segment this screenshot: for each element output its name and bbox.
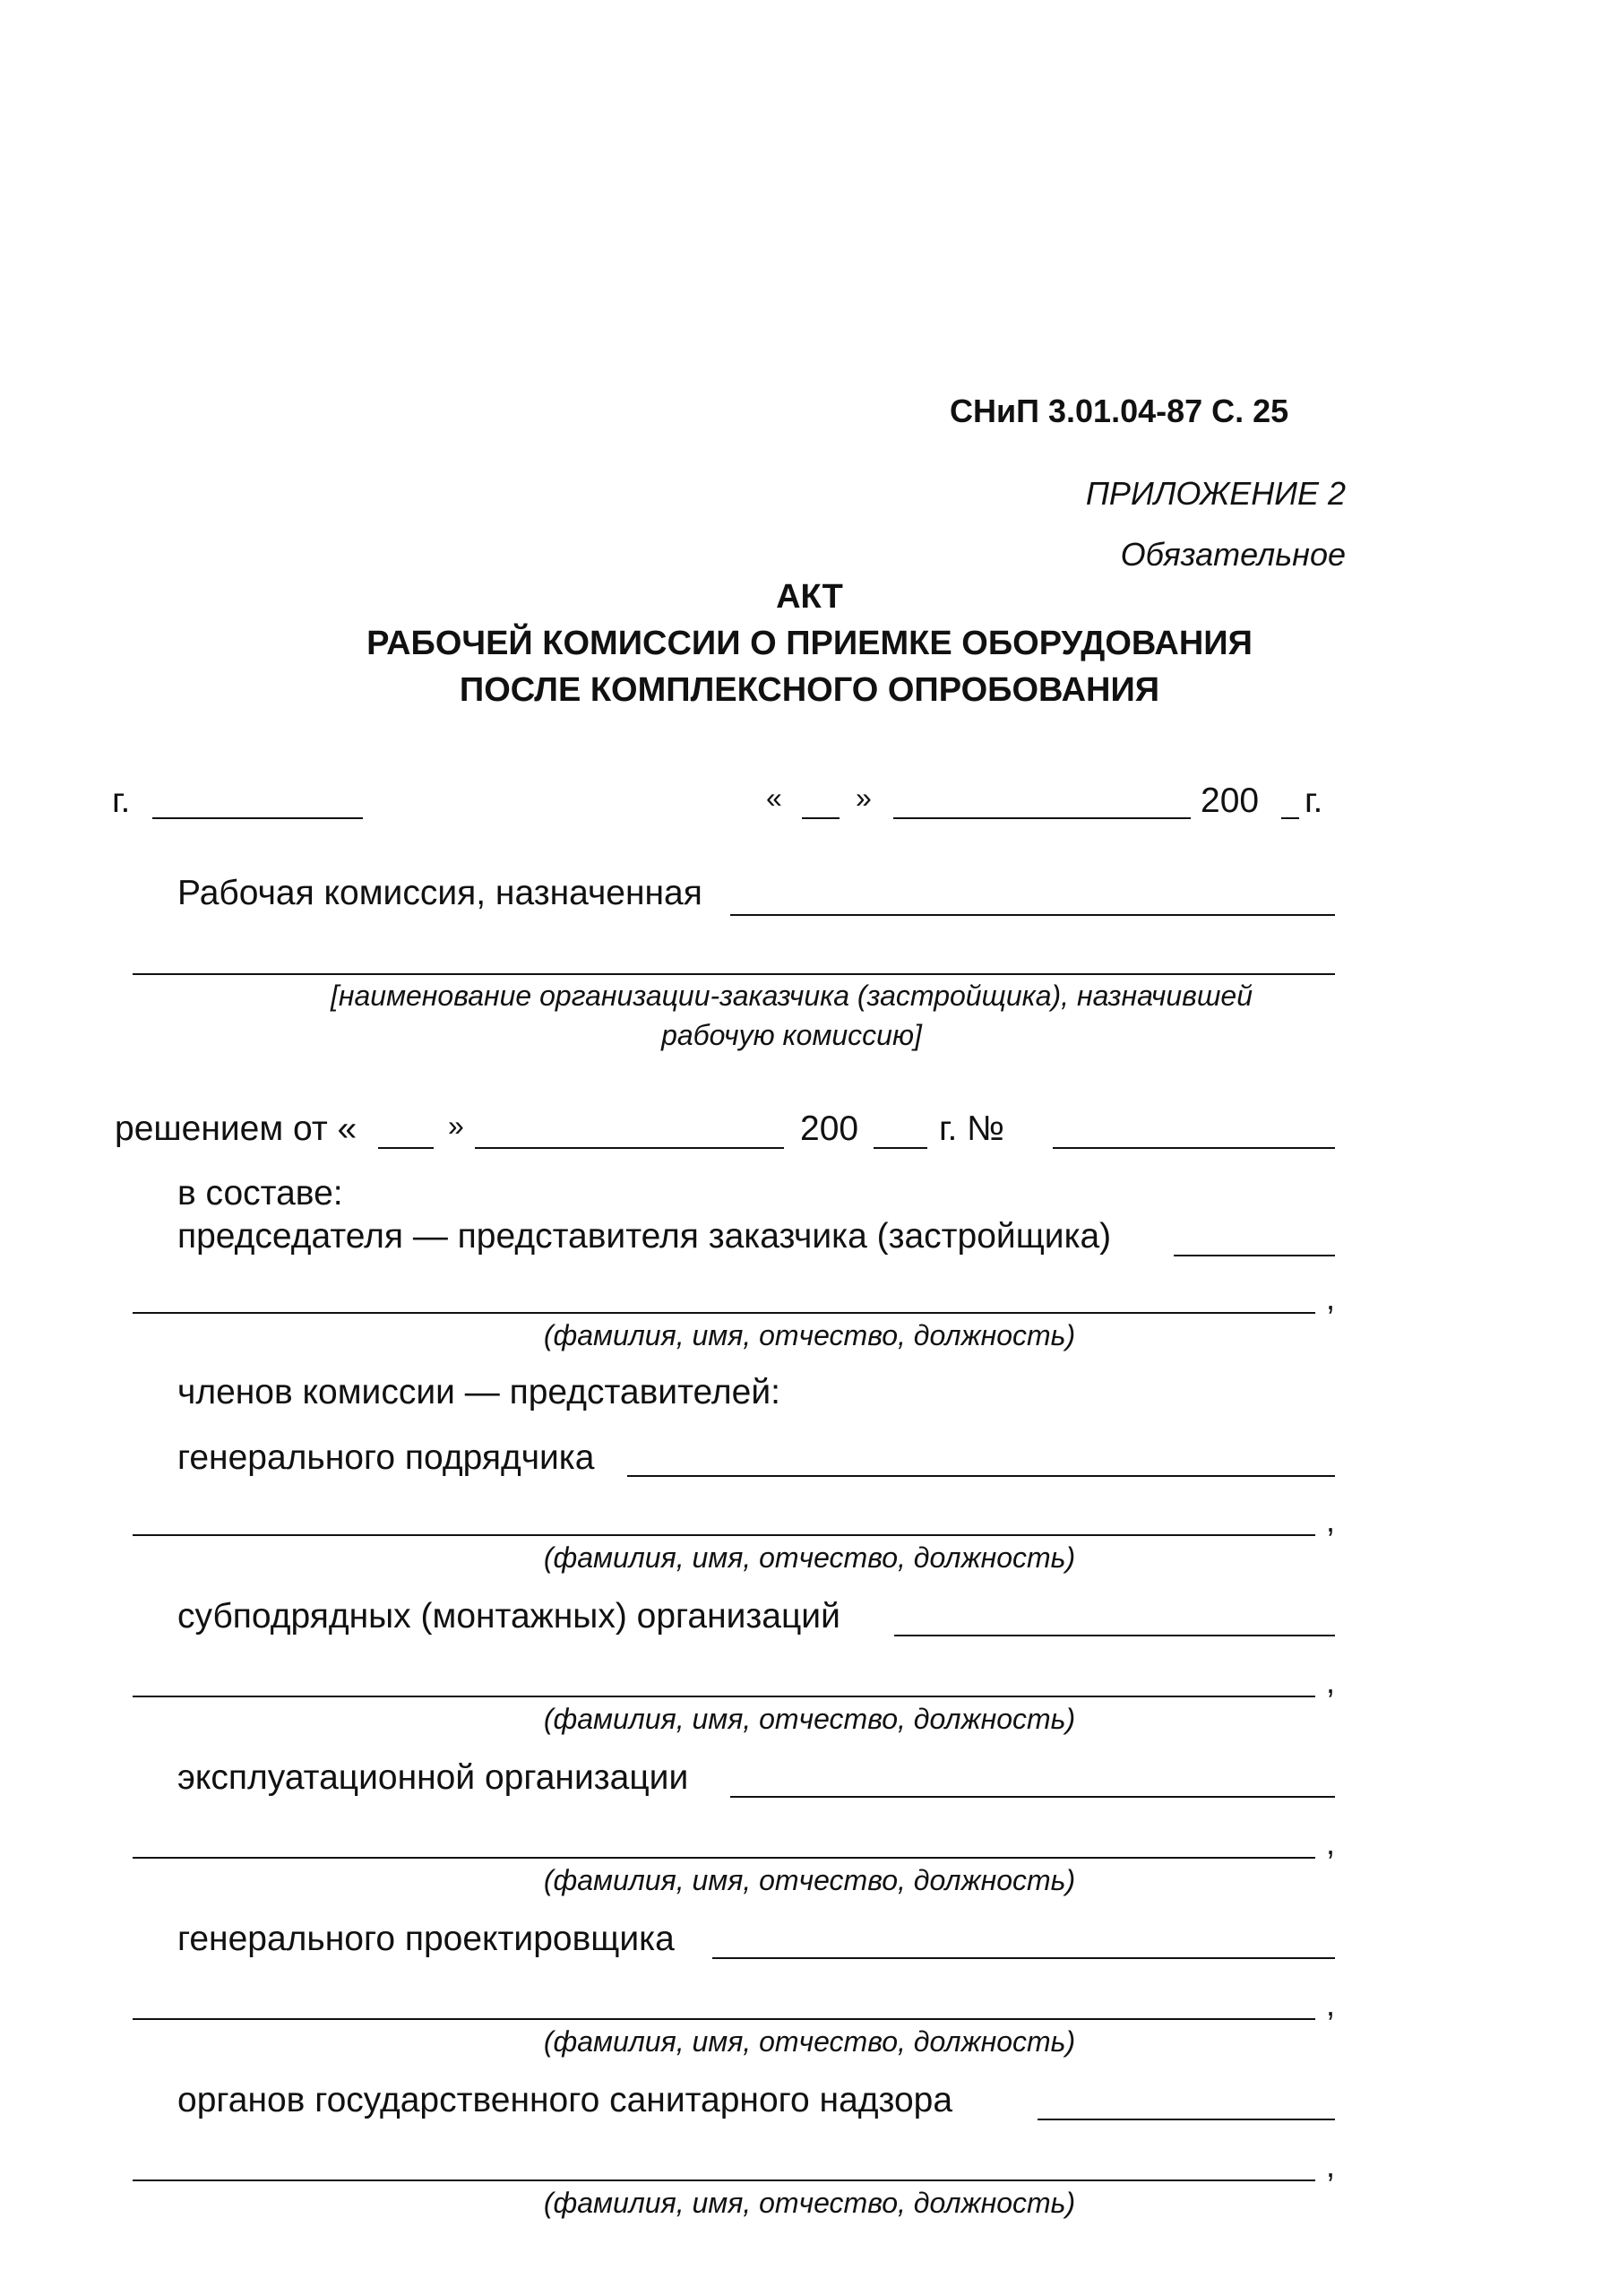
chairman-name-field[interactable] [133, 1312, 1315, 1314]
sanitary-supervision-field[interactable] [1038, 2119, 1335, 2120]
year-suffix: г. [1305, 781, 1323, 820]
appendix-status: Обязательное [1120, 536, 1346, 573]
title-line-1: АКТ [776, 578, 843, 616]
appointing-org-caption-1: [наименование организации-заказчика (застройщика), назначившей [330, 980, 1253, 1012]
sanitary-supervision-name-field[interactable] [133, 2179, 1315, 2181]
month-field[interactable] [893, 817, 1191, 819]
title-line-2: РАБОЧЕЙ КОМИССИИ О ПРИЕМКЕ ОБОРУДОВАНИЯ [366, 625, 1253, 662]
appointing-org-field[interactable] [730, 914, 1335, 916]
operating-org-field[interactable] [730, 1796, 1335, 1798]
general-designer-name-field[interactable] [133, 2018, 1315, 2020]
city-field[interactable] [152, 817, 363, 819]
date-open-quote: « [766, 781, 782, 814]
composition-label: в составе: [177, 1174, 343, 1213]
role-subcontractors: субподрядных (монтажных) организаций [177, 1597, 840, 1636]
commission-label: Рабочая комиссия, назначенная [177, 874, 702, 912]
role-general-designer: генерального проектировщика [177, 1920, 675, 1958]
day-field[interactable] [802, 817, 840, 819]
decision-close-quote: » [448, 1109, 464, 1142]
document-reference: СНиП 3.01.04-87 С. 25 [950, 393, 1289, 429]
decision-number-label: г. № [939, 1109, 1004, 1148]
role-general-contractor: генерального подрядчика [177, 1438, 595, 1477]
chairman-field[interactable] [1174, 1255, 1335, 1256]
decision-prefix: решением от « [115, 1109, 357, 1148]
decision-number-field[interactable] [1053, 1147, 1335, 1149]
appointing-org-field-2[interactable] [133, 973, 1335, 975]
general-designer-field[interactable] [712, 1957, 1335, 1959]
decision-day-field[interactable] [378, 1147, 434, 1149]
year-field[interactable] [1281, 817, 1299, 819]
subcontractors-field[interactable] [894, 1635, 1335, 1636]
appendix-label: ПРИЛОЖЕНИЕ 2 [1085, 475, 1346, 512]
general-contractor-comma: , [1326, 1502, 1336, 1539]
sanitary-supervision-comma: , [1326, 2147, 1336, 2184]
year-prefix: 200 [1201, 781, 1260, 820]
sanitary-supervision-fio-caption: (фамилия, имя, отчество, должность) [543, 2187, 1076, 2219]
act-title [0, 574, 1619, 713]
general-designer-fio-caption: (фамилия, имя, отчество, должность) [543, 2025, 1076, 2058]
chairman-fio-caption: (фамилия, имя, отчество, должность) [543, 1319, 1076, 1351]
subcontractors-comma: , [1326, 1663, 1336, 1700]
role-sanitary-supervision: органов государственного санитарного надзора [177, 2081, 953, 2119]
general-contractor-fio-caption: (фамилия, имя, отчество, должность) [543, 1541, 1076, 1574]
role-operating-org: эксплуатационной организации [177, 1758, 689, 1797]
operating-org-name-field[interactable] [133, 1857, 1315, 1859]
decision-year-field[interactable] [874, 1147, 927, 1149]
general-designer-comma: , [1326, 1986, 1336, 2023]
city-prefix: г. [112, 781, 131, 820]
title-line-3: ПОСЛЕ КОМПЛЕКСНОГО ОПРОБОВАНИЯ [459, 671, 1160, 709]
general-contractor-field[interactable] [627, 1475, 1335, 1477]
operating-org-comma: , [1326, 1825, 1336, 1861]
general-contractor-name-field[interactable] [133, 1534, 1315, 1536]
chairman-comma: , [1326, 1280, 1336, 1316]
operating-org-fio-caption: (фамилия, имя, отчество, должность) [543, 1864, 1076, 1896]
subcontractors-name-field[interactable] [133, 1696, 1315, 1697]
date-close-quote: » [856, 781, 872, 814]
decision-month-field[interactable] [475, 1147, 784, 1149]
decision-year-prefix: 200 [800, 1109, 859, 1148]
subcontractors-fio-caption: (фамилия, имя, отчество, должность) [543, 1703, 1076, 1735]
chairman-label: председателя — представителя заказчика (застройщика) [177, 1217, 1112, 1256]
members-label: членов комиссии — представителей: [177, 1373, 780, 1411]
appointing-org-caption-2: рабочую комиссию] [661, 1019, 922, 1051]
